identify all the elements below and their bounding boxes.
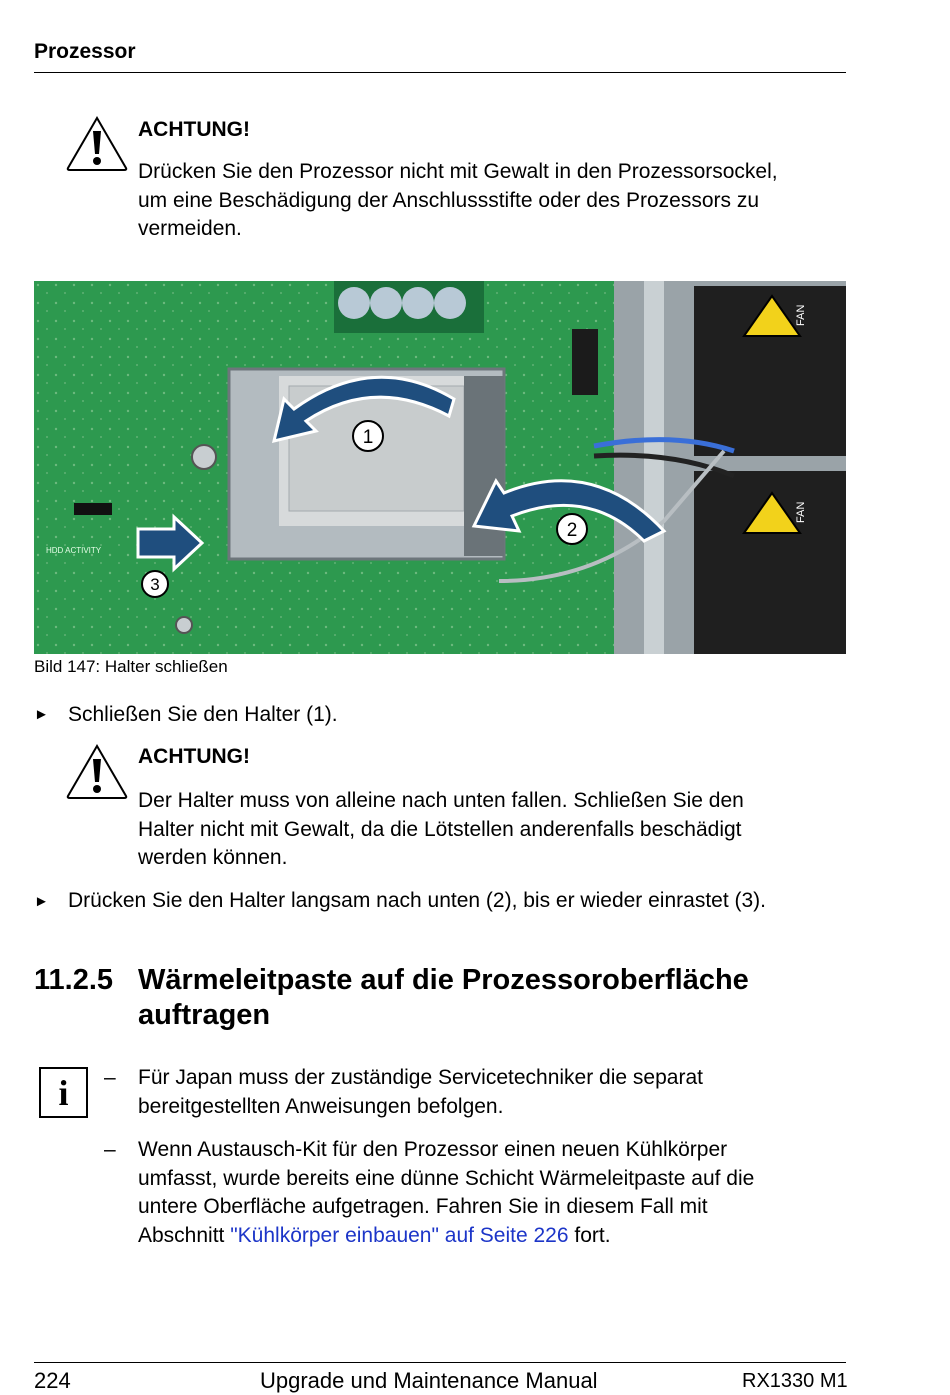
figure-caption: Bild 147: Halter schließen bbox=[34, 657, 228, 676]
callout-3-label: 3 bbox=[150, 575, 160, 594]
section-title bbox=[138, 963, 749, 1033]
bullet-arrow-icon: ► bbox=[34, 706, 49, 723]
callout-2-label: 2 bbox=[566, 520, 578, 541]
callout-1-label: 1 bbox=[362, 427, 374, 448]
cross-reference-link[interactable]: "Kühlkörper einbauen" auf Seite 226 bbox=[230, 1223, 569, 1247]
warning-line: werden können. bbox=[138, 846, 288, 870]
fan-label: FAN bbox=[795, 501, 807, 523]
info-line: Für Japan muss der zuständige Servicetechniker die separat bbox=[138, 1066, 703, 1089]
list-dash: – bbox=[104, 1138, 116, 1161]
step-1: Schließen Sie den Halter (1). bbox=[68, 703, 338, 726]
warning-text bbox=[138, 787, 744, 873]
figure-photo bbox=[34, 281, 846, 654]
fan-label: FAN bbox=[795, 304, 807, 326]
model-name: RX1330 M1 bbox=[742, 1370, 848, 1392]
info-line: untere Oberfläche aufgetragen. Fahren Sie in diesem Fall mit bbox=[138, 1195, 708, 1219]
step-2: Drücken Sie den Halter langsam nach unten (2), bis er wieder einrastet (3). bbox=[68, 889, 767, 912]
callout-1 bbox=[353, 421, 383, 451]
warning-line: Drücken Sie den Prozessor nicht mit Gewalt in den Prozessorsockel, bbox=[138, 160, 778, 183]
list-dash: – bbox=[104, 1066, 116, 1089]
info-line-with-link bbox=[138, 1222, 754, 1251]
running-header: Prozessor bbox=[34, 40, 136, 63]
manual-title: Upgrade und Maintenance Manual bbox=[260, 1368, 598, 1393]
info-item-1 bbox=[138, 1064, 703, 1121]
info-line: Wenn Austausch-Kit für den Prozessor einen neuen Kühlkörper bbox=[138, 1138, 728, 1161]
capacitors bbox=[334, 281, 484, 333]
section-number: 11.2.5 bbox=[34, 964, 114, 996]
bullet-arrow-icon: ► bbox=[34, 893, 49, 910]
footer-rule bbox=[34, 1362, 846, 1363]
info-item-2 bbox=[138, 1136, 754, 1250]
header-rule bbox=[34, 72, 846, 73]
warning-triangle-icon bbox=[66, 116, 128, 172]
warning-title: ACHTUNG! bbox=[138, 118, 250, 141]
warning-line: Der Halter muss von alleine nach unten fallen. Schließen Sie den bbox=[138, 789, 744, 812]
info-icon: i bbox=[39, 1067, 88, 1118]
info-line: umfasst, wurde bereits eine dünne Schicht Wärmeleitpaste auf die bbox=[138, 1166, 755, 1190]
section-title-line: Wärmeleitpaste auf die Prozessoroberfläche bbox=[138, 964, 749, 996]
warning-title: ACHTUNG! bbox=[138, 745, 250, 768]
section-title-line: auftragen bbox=[138, 999, 271, 1031]
warning-text bbox=[138, 158, 778, 244]
warning-line: Halter nicht mit Gewalt, da die Lötstellen anderenfalls beschädigt bbox=[138, 817, 742, 841]
info-text: fort. bbox=[568, 1223, 611, 1247]
warning-line: um eine Beschädigung der Anschlussstifte oder des Prozessors zu bbox=[138, 188, 760, 212]
processor-socket-illustration bbox=[34, 281, 846, 654]
info-line: bereitgestellten Anweisungen befolgen. bbox=[138, 1094, 504, 1118]
info-text: Abschnitt bbox=[138, 1223, 231, 1247]
callout-2 bbox=[557, 514, 587, 544]
page-number: 224 bbox=[34, 1368, 71, 1393]
hdd-activity-label: HDD ACTIVITY bbox=[46, 546, 102, 555]
warning-triangle-icon bbox=[66, 744, 128, 800]
warning-line: vermeiden. bbox=[138, 217, 242, 241]
callout-3 bbox=[142, 571, 168, 597]
